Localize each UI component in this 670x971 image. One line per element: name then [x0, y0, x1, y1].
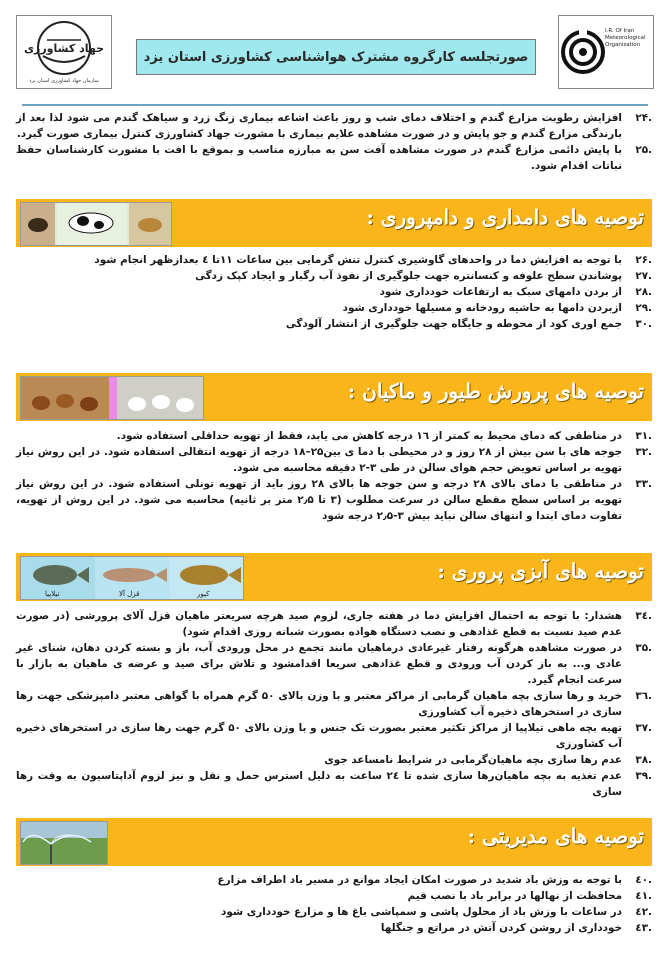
item-number: .٤۳ — [635, 922, 652, 934]
item-text: خرید و رها سازی بچه ماهیان گرمابی از مراکز معتبر و با وزن بالای ۵۰ گرم همراه با گواهی معتبر دامپزشکی جهت رها سازی در استخرهای ذخیره آب کشاورزی — [16, 690, 623, 718]
list-item — [16, 888, 652, 904]
item-number: .۲۴ — [635, 112, 652, 124]
item-text: عدم رها سازی بچه ماهیان‌گرمابی در شرایط نامساعد جوی — [324, 754, 622, 766]
item-number: .۳۷ — [635, 722, 652, 734]
poultry-items — [16, 428, 652, 524]
list-item — [16, 110, 652, 142]
item-text: هشدار: با توجه به احتمال افزایش دما در هفته جاری، لزوم صید هرچه سریعتر ماهیان قزل آلای پرورشی (در صورت عدم صید نسبت به قطع غذادهی و نصب دستگاه هواده بصورت شبانه روزی اقدام شود) — [16, 610, 622, 638]
item-number: .۳۵ — [635, 642, 652, 654]
fish-label-trout: قزل آلا — [119, 590, 140, 598]
fish-image — [20, 556, 244, 600]
list-item — [16, 444, 652, 476]
list-item — [16, 720, 652, 752]
section-title: توصیه های آبزی پروری : — [437, 559, 644, 583]
list-item — [16, 688, 652, 720]
sprinkler-image — [20, 821, 108, 865]
list-item — [16, 872, 652, 888]
item-text: پوشاندن سطح علوفه و کنسانتره جهت جلوگیری از نفوذ آب رگبار و ایجاد کپک زدگی — [195, 270, 622, 282]
item-text: ازبردن دامها به حاشیه رودخانه و مسیلها خودداری شود — [342, 302, 622, 314]
section-title: توصیه های پرورش طیور و ماکیان : — [347, 379, 644, 403]
fish-label-carp: کپور — [197, 590, 210, 598]
section-title: توصیه های دامداری و دامپروری : — [366, 205, 644, 229]
section-header-livestock — [16, 199, 652, 247]
list-item — [16, 316, 652, 332]
item-text: محافظت از نهالها در برابر باد با نصب قیم — [407, 890, 622, 902]
left-logo-text: جهاد کشاورزی — [23, 42, 105, 55]
item-text: در ساعات با وزش باد از محلول پاشی و سمپاشی باغ ها و مزارع خودداری شود — [221, 906, 622, 918]
list-item — [16, 268, 652, 284]
right-logo-text: I.R. Of Iran Meteorological Organization — [605, 28, 646, 48]
item-number: .۲۵ — [635, 144, 652, 156]
item-text: با توجه به وزش باد شدید در صورت امکان ایجاد موانع در مسیر باد اطراف مزارع — [217, 874, 622, 886]
left-logo-caption: سازمان جهاد کشاورزی استان یزد — [29, 78, 99, 84]
item-text: افزایش رطوبت مزارع گندم و اختلاف دمای شب و روز باعث اشاعه بیماری زنگ زرد و سیاهک گندم می شود لذا بعد از بارندگی مزارع گندم و جو پایش و در صورت مشاهده علایم بیماری با مشورت جهاد کشاورزی کنترل بیماری صورت گیرد. — [16, 112, 622, 140]
list-item — [16, 904, 652, 920]
list-item — [16, 640, 652, 688]
jihad-keshavarzi-logo — [16, 15, 112, 89]
item-text: در صورت مشاهده هرگونه رفتار غیرعادی درماهیان مانند تجمع در محل ورودی آب، باز و بسته کردن دهان، شنای غیر عادی و... به باز کردن آب ورودی و قطع غذادهی سریعا اقدامشود و تلاش برای صید و عرضه ی ماهیان به بازار با سرعت انجام گیرد. — [16, 642, 622, 686]
item-text: جمع اوری کود از محوطه و جایگاه جهت جلوگیری از انتشار آلودگی — [285, 318, 622, 330]
list-item — [16, 608, 652, 640]
item-text: خودداری از روشن کردن آتش در مراتع و جنگلها — [380, 922, 622, 934]
item-text: در مناطقی که دمای محیط به کمتر از ۱٦ درجه کاهش می یابد، فقط از تهویه حداقلی استفاده شود. — [116, 430, 622, 442]
item-number: .۳۳ — [635, 478, 652, 490]
item-number: .۳۱ — [635, 430, 652, 442]
page-title: صورتجلسه کارگروه مشترک هواشناسی کشاورزی استان یزد — [136, 39, 536, 75]
management-items — [16, 872, 652, 936]
list-item — [16, 284, 652, 300]
list-item — [16, 300, 652, 316]
item-number: .۲۸ — [635, 286, 652, 298]
livestock-image — [20, 202, 172, 246]
item-number: .۳۹ — [635, 770, 652, 782]
item-text: از بردن دامهای سبک به ارتفاعات خودداری شود — [379, 286, 622, 298]
section-title: توصیه های مدیریتی : — [467, 824, 644, 848]
list-item — [16, 142, 652, 174]
item-text: عدم تغذیه به بچه ماهیان‌رها سازی شده تا ۲٤ ساعت به دلیل استرس حمل و نقل و نیز لزوم آداپتاسیون به وقت رها سازی — [16, 770, 622, 798]
livestock-items — [16, 252, 652, 332]
item-number: .۳٤ — [635, 610, 652, 622]
section-header-aquaculture — [16, 553, 652, 601]
item-text: با پایش دائمی مزارع گندم در صورت مشاهده آفت سن به مبارزه مناسب و بموقع با افت با مشورت کارشناسان حفظ نباتات اقدام شود. — [16, 144, 622, 172]
item-number: .۳٦ — [635, 690, 652, 702]
aquaculture-items — [16, 608, 652, 800]
item-number: .۳۰ — [635, 318, 652, 330]
item-number: .٤۰ — [635, 874, 652, 886]
section-header-poultry — [16, 373, 652, 421]
list-item — [16, 428, 652, 444]
list-item — [16, 476, 652, 524]
page-header — [10, 5, 660, 97]
divider — [22, 104, 648, 106]
list-item — [16, 252, 652, 268]
item-number: .۲۶ — [635, 254, 652, 266]
section-header-management — [16, 818, 652, 866]
fish-label-tilapia: تیلاپیا — [45, 590, 60, 598]
item-number: .۳۲ — [635, 446, 652, 458]
item-number: .٤۲ — [635, 906, 652, 918]
item-number: .٤۱ — [635, 890, 652, 902]
poultry-image — [20, 376, 204, 420]
list-item — [16, 768, 652, 800]
item-number: .۳۸ — [635, 754, 652, 766]
top-items — [16, 110, 652, 174]
list-item — [16, 752, 652, 768]
item-number: .۲۹ — [635, 302, 652, 314]
item-text: تهیه بچه ماهی تیلاپیا از مراکز تکثیر معتبر بصورت تک جنس و با وزن بالای ۵۰ گرم جهت رها سازی در استخرهای ذخیره آب کشاورزی — [16, 722, 622, 750]
list-item — [16, 920, 652, 936]
meteorological-organization-logo — [558, 15, 654, 89]
item-text: جوجه های با سن بیش از ۲۸ روز و در محیطی با دما ی بین۲۵–۱۸ درجه از تهویه انتقالی استفاده شود. در این روش نیاز تهویه بر اساس تعویض حجم هوای سالن در طی ۳-۲ دقیقه محاسبه می شود. — [16, 446, 622, 474]
item-text: در مناطقی با دمای بالای ۲۸ درجه و سن جوجه ها بالای ۲۸ روز باید از تهویه تونلی استفاده شود. در این روش نیاز تهویه بر اساس سطح مقطع سالن در سرعت مطلوب (۳ تا ۲٫۵ متر بر ثانیه) محاسبه می شود. در این روش از تهویه، تفاوت دمای ابتدا و انتهای سالن نباید بیش ۳-۲٫۵ درجه شود — [16, 478, 623, 522]
item-text: با توجه به افزایش دما در واحدهای گاوشیری کنترل تنش گرمایی بین ساعات ۱۱تا ٤ بعدازظهر انجام شود — [94, 254, 622, 266]
item-number: .۲۷ — [635, 270, 652, 282]
